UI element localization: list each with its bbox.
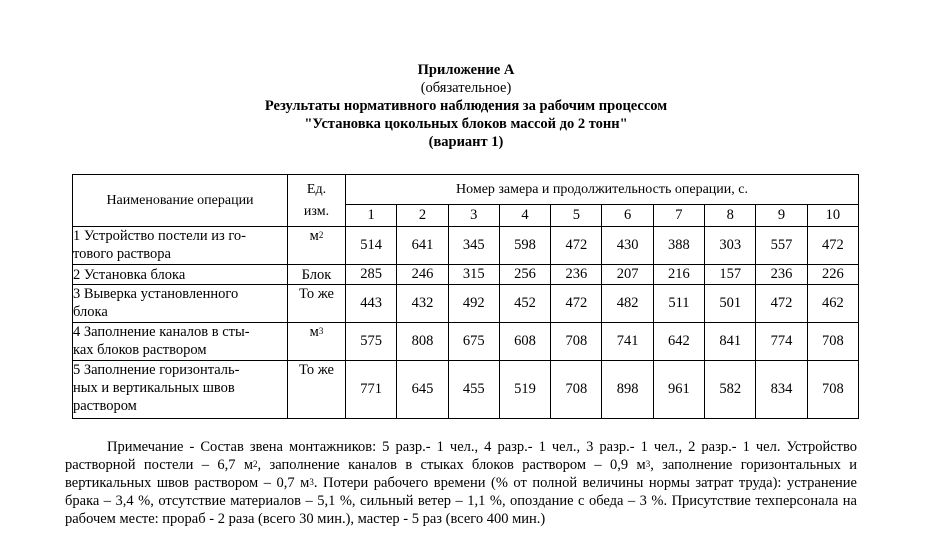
operation-name-cell xyxy=(73,265,288,285)
unit-text: Блок xyxy=(301,266,332,283)
duration-value-cell: 708 xyxy=(807,361,858,419)
duration-value-cell: 675 xyxy=(448,323,499,361)
duration-value-cell: 472 xyxy=(551,285,602,323)
measure-number-header: 7 xyxy=(653,205,704,227)
operation-name-line: 2 Установка блока xyxy=(73,266,186,283)
operation-name-line: раствором xyxy=(73,398,137,414)
measure-number-header: 2 xyxy=(397,205,448,227)
duration-value-cell: 226 xyxy=(807,265,858,285)
measure-number-header: 3 xyxy=(448,205,499,227)
operation-name-line: ках блоков раствором xyxy=(73,342,207,358)
unit-cell xyxy=(288,323,346,361)
unit-text: То же xyxy=(299,362,334,378)
duration-value-cell: 443 xyxy=(346,285,397,323)
note-text-4: . Потери рабочего времени (% от полной величины нормы затрат труда): устранение брака – 3,4 %, отсутствие материалов – 5,1 %, сильный ветер – 1,1 %, опоздание с обеда – 3 %. Присутствие техперсонала на рабочем месте: прораб - 2 раза (всего 30 мин.), мастер - 5 раз (всего 400 мин.) xyxy=(65,475,857,527)
measure-number-header: 4 xyxy=(499,205,550,227)
duration-value-cell: 598 xyxy=(499,227,550,265)
duration-value-cell: 432 xyxy=(397,285,448,323)
duration-value-cell: 501 xyxy=(705,285,756,323)
duration-value-cell: 236 xyxy=(551,265,602,285)
duration-value-cell: 834 xyxy=(756,361,807,419)
unit-cell xyxy=(288,285,346,323)
duration-value-cell: 492 xyxy=(448,285,499,323)
table-body xyxy=(73,227,859,419)
note-sup-1: 2 xyxy=(253,459,258,469)
operation-name-cell xyxy=(73,361,288,419)
process-name: "Установка цокольных блоков массой до 2 тонн" xyxy=(304,116,628,132)
table-row xyxy=(73,323,859,361)
unit-cell xyxy=(288,265,346,285)
unit-header-line1: Ед. xyxy=(306,181,327,197)
duration-value-cell: 472 xyxy=(551,227,602,265)
duration-value-cell: 741 xyxy=(602,323,653,361)
duration-value-cell: 482 xyxy=(602,285,653,323)
note-text-2: , заполнение каналов в стыках блоков раствором – 0,9 м xyxy=(257,457,646,473)
measure-number-header: 6 xyxy=(602,205,653,227)
measure-number-header: 10 xyxy=(807,205,858,227)
measure-number-header: 5 xyxy=(551,205,602,227)
duration-value-cell: 708 xyxy=(551,323,602,361)
duration-value-cell: 808 xyxy=(397,323,448,361)
unit-cell xyxy=(288,227,346,265)
unit-text: м xyxy=(309,228,319,244)
unit-exponent: 3 xyxy=(318,326,324,336)
duration-value-cell: 472 xyxy=(756,285,807,323)
operation-name-line: тового раствора xyxy=(73,246,171,262)
duration-value-cell: 771 xyxy=(346,361,397,419)
column-header-measurements: Номер замера и продолжительность операции, с. xyxy=(346,175,859,205)
duration-value-cell: 557 xyxy=(756,227,807,265)
duration-value-cell: 608 xyxy=(499,323,550,361)
duration-value-cell: 430 xyxy=(602,227,653,265)
duration-value-cell: 641 xyxy=(397,227,448,265)
duration-value-cell: 519 xyxy=(499,361,550,419)
duration-value-cell: 774 xyxy=(756,323,807,361)
duration-value-cell: 315 xyxy=(448,265,499,285)
unit-header-line2: изм. xyxy=(303,203,330,219)
operation-name-cell xyxy=(73,285,288,323)
measure-number-header: 9 xyxy=(756,205,807,227)
duration-value-cell: 256 xyxy=(499,265,550,285)
duration-value-cell: 303 xyxy=(705,227,756,265)
unit-exponent: 2 xyxy=(318,230,324,240)
operation-name-line: блока xyxy=(73,304,108,320)
column-header-unit xyxy=(288,175,346,227)
variant-label: (вариант 1) xyxy=(428,134,504,150)
duration-value-cell: 216 xyxy=(653,265,704,285)
operation-name-line: 5 Заполнение горизонталь- xyxy=(73,362,240,378)
duration-value-cell: 388 xyxy=(653,227,704,265)
appendix-label: Приложение А xyxy=(417,62,515,78)
note-sup-2: 3 xyxy=(645,459,651,469)
duration-value-cell: 514 xyxy=(346,227,397,265)
unit-text: м xyxy=(309,324,319,340)
measure-number-header: 1 xyxy=(346,205,397,227)
duration-value-cell: 207 xyxy=(602,265,653,285)
unit-text: То же xyxy=(299,286,334,302)
operation-name-cell xyxy=(73,323,288,361)
duration-value-cell: 246 xyxy=(397,265,448,285)
duration-value-cell: 157 xyxy=(705,265,756,285)
appendix-header xyxy=(0,61,932,151)
document-title: Результаты нормативного наблюдения за рабочим процессом xyxy=(264,98,668,114)
duration-value-cell: 285 xyxy=(346,265,397,285)
duration-value-cell: 841 xyxy=(705,323,756,361)
duration-value-cell: 708 xyxy=(807,323,858,361)
table-row xyxy=(73,227,859,265)
duration-value-cell: 452 xyxy=(499,285,550,323)
operation-name-line: 3 Выверка установленного xyxy=(73,286,239,302)
duration-value-cell: 645 xyxy=(397,361,448,419)
appendix-status: (обязательное) xyxy=(420,80,512,96)
duration-value-cell: 455 xyxy=(448,361,499,419)
observation-table xyxy=(72,174,859,419)
operation-name-line: ных и вертикальных швов xyxy=(73,380,235,396)
unit-cell xyxy=(288,361,346,419)
duration-value-cell: 582 xyxy=(705,361,756,419)
table-row xyxy=(73,285,859,323)
duration-value-cell: 236 xyxy=(756,265,807,285)
column-header-operation: Наименование операции xyxy=(73,175,288,227)
duration-value-cell: 462 xyxy=(807,285,858,323)
duration-value-cell: 708 xyxy=(551,361,602,419)
operation-name-line: 1 Устройство постели из го- xyxy=(73,228,246,244)
duration-value-cell: 898 xyxy=(602,361,653,419)
duration-value-cell: 472 xyxy=(807,227,858,265)
note-text-3: , заполнение горизонтальных и вертикальных швов раствором – 0,7 м xyxy=(65,457,858,491)
operation-name-cell xyxy=(73,227,288,265)
measure-number-header: 8 xyxy=(705,205,756,227)
duration-value-cell: 575 xyxy=(346,323,397,361)
note-sup-3: 3 xyxy=(309,477,314,487)
note-text-1: Примечание - Состав звена монтажников: 5 разр.- 1 чел., 4 разр.- 1 чел., 3 разр.- 1 чел., 2 разр.- 1 чел. Устройство растворной постели – 6,7 м xyxy=(65,439,857,473)
table-row xyxy=(73,361,859,419)
duration-value-cell: 511 xyxy=(653,285,704,323)
duration-value-cell: 961 xyxy=(653,361,704,419)
duration-value-cell: 345 xyxy=(448,227,499,265)
table-row xyxy=(73,265,859,285)
duration-value-cell: 642 xyxy=(653,323,704,361)
operation-name-line: 4 Заполнение каналов в сты- xyxy=(73,324,250,340)
note-paragraph xyxy=(65,438,857,528)
